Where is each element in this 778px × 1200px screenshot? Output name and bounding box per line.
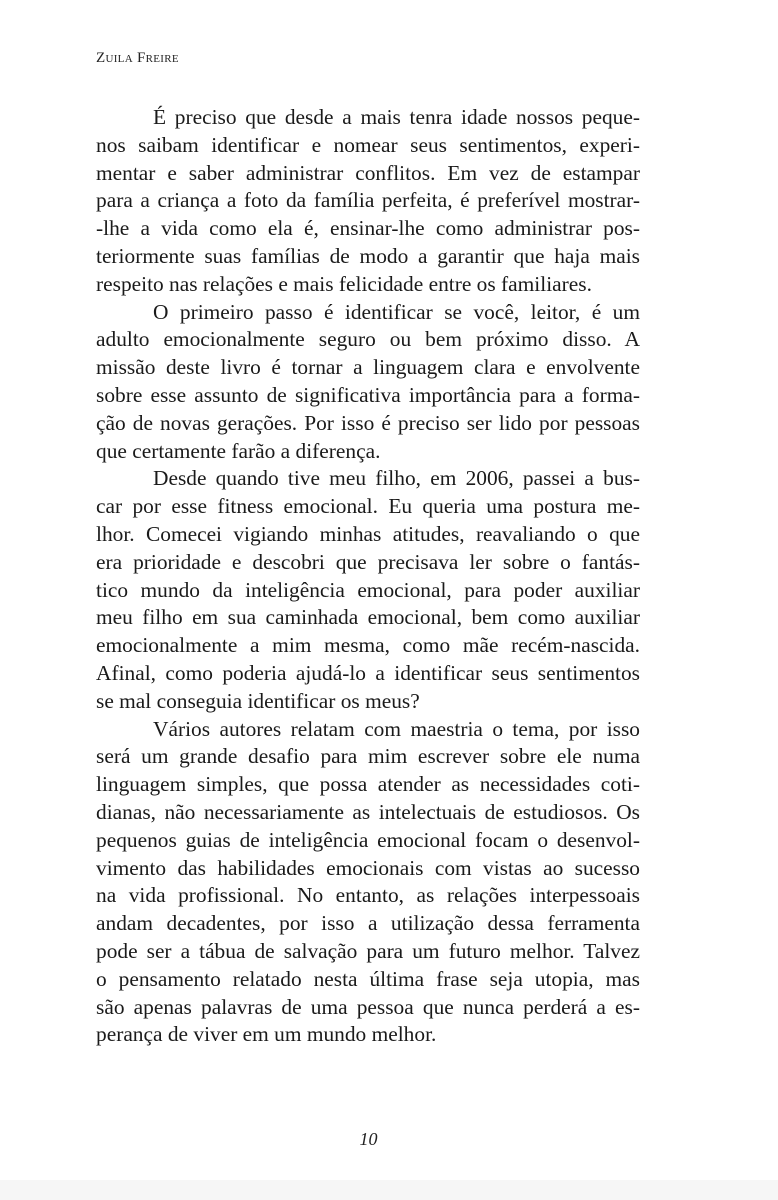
text-line: meu filho em sua caminhada emocional, bem como auxiliar [96,605,640,630]
text-line: O primeiro passo é identificar se você, leitor, é um [153,299,640,324]
text-line: era prioridade e descobri que precisava ler sobre o fantás- [96,549,640,574]
text-line: sobre esse assunto de significativa importância para a forma- [96,382,640,407]
text-line: vimento das habilidades emocionais com vistas ao sucesso [96,855,640,880]
text-line: são apenas palavras de uma pessoa que nunca perderá a es- [96,994,640,1019]
text-line: respeito nas relações e mais felicidade entre os familiares. [96,271,592,296]
text-line: linguagem simples, que possa atender as necessidades coti- [96,772,640,797]
text-line: se mal conseguia identificar os meus? [96,688,420,713]
text-line: adulto emocionalmente seguro ou bem próximo disso. A [96,327,640,352]
text-line: -lhe a vida como ela é, ensinar-lhe como administrar pos- [96,216,640,241]
text-line: Afinal, como poderia ajudá-lo a identificar seus sentimentos [96,660,640,685]
text-line: que certamente farão a diferença. [96,438,381,463]
text-line: Desde quando tive meu filho, em 2006, passei a bus- [153,466,640,491]
text-line: missão deste livro é tornar a linguagem clara e envolvente [96,355,640,380]
page-number: 10 [359,1129,378,1149]
text-line: na vida profissional. No entanto, as relações interpessoais [96,883,640,908]
paragraph [96,716,640,1050]
text-line: será um grande desafio para mim escrever sobre ele numa [96,744,640,769]
text-line: dianas, não necessariamente as intelectuais de estudiosos. Os [96,799,640,824]
running-head: Zuila Freire [96,50,179,66]
body-text [96,104,640,1049]
text-line: lhor. Comecei vigiando minhas atitudes, reavaliando o que [96,521,640,546]
text-line: car por esse fitness emocional. Eu queria uma postura me- [96,494,640,519]
text-line: Vários autores relatam com maestria o tema, por isso [153,716,640,741]
text-line: o pensamento relatado nesta última frase seja utopia, mas [96,966,640,991]
text-line: andam decadentes, por isso a utilização dessa ferramenta [96,911,640,936]
text-line: mentar e saber administrar conflitos. Em vez de estampar [96,160,640,185]
text-line: pode ser a tábua de salvação para um futuro melhor. Talvez [96,938,640,963]
text-line: para a criança a foto da família perfeita, é preferível mostrar- [96,188,640,213]
text-line: ção de novas gerações. Por isso é preciso ser lido por pessoas [96,410,640,435]
paragraph [96,465,640,715]
text-line: É preciso que desde a mais tenra idade nossos peque- [153,105,640,129]
text-line: tico mundo da inteligência emocional, para poder auxiliar [96,577,640,602]
text-line: nos saibam identificar e nomear seus sentimentos, experi- [96,132,640,157]
text-line: teriormente suas famílias de modo a garantir que haja mais [96,243,640,268]
text-line: pequenos guias de inteligência emocional focam o desenvol- [96,827,640,852]
paragraph [96,299,640,466]
text-line: emocionalmente a mim mesma, como mãe recém-nascida. [96,633,640,658]
paragraph [96,104,640,299]
text-line: perança de viver em um mundo melhor. [96,1022,437,1047]
